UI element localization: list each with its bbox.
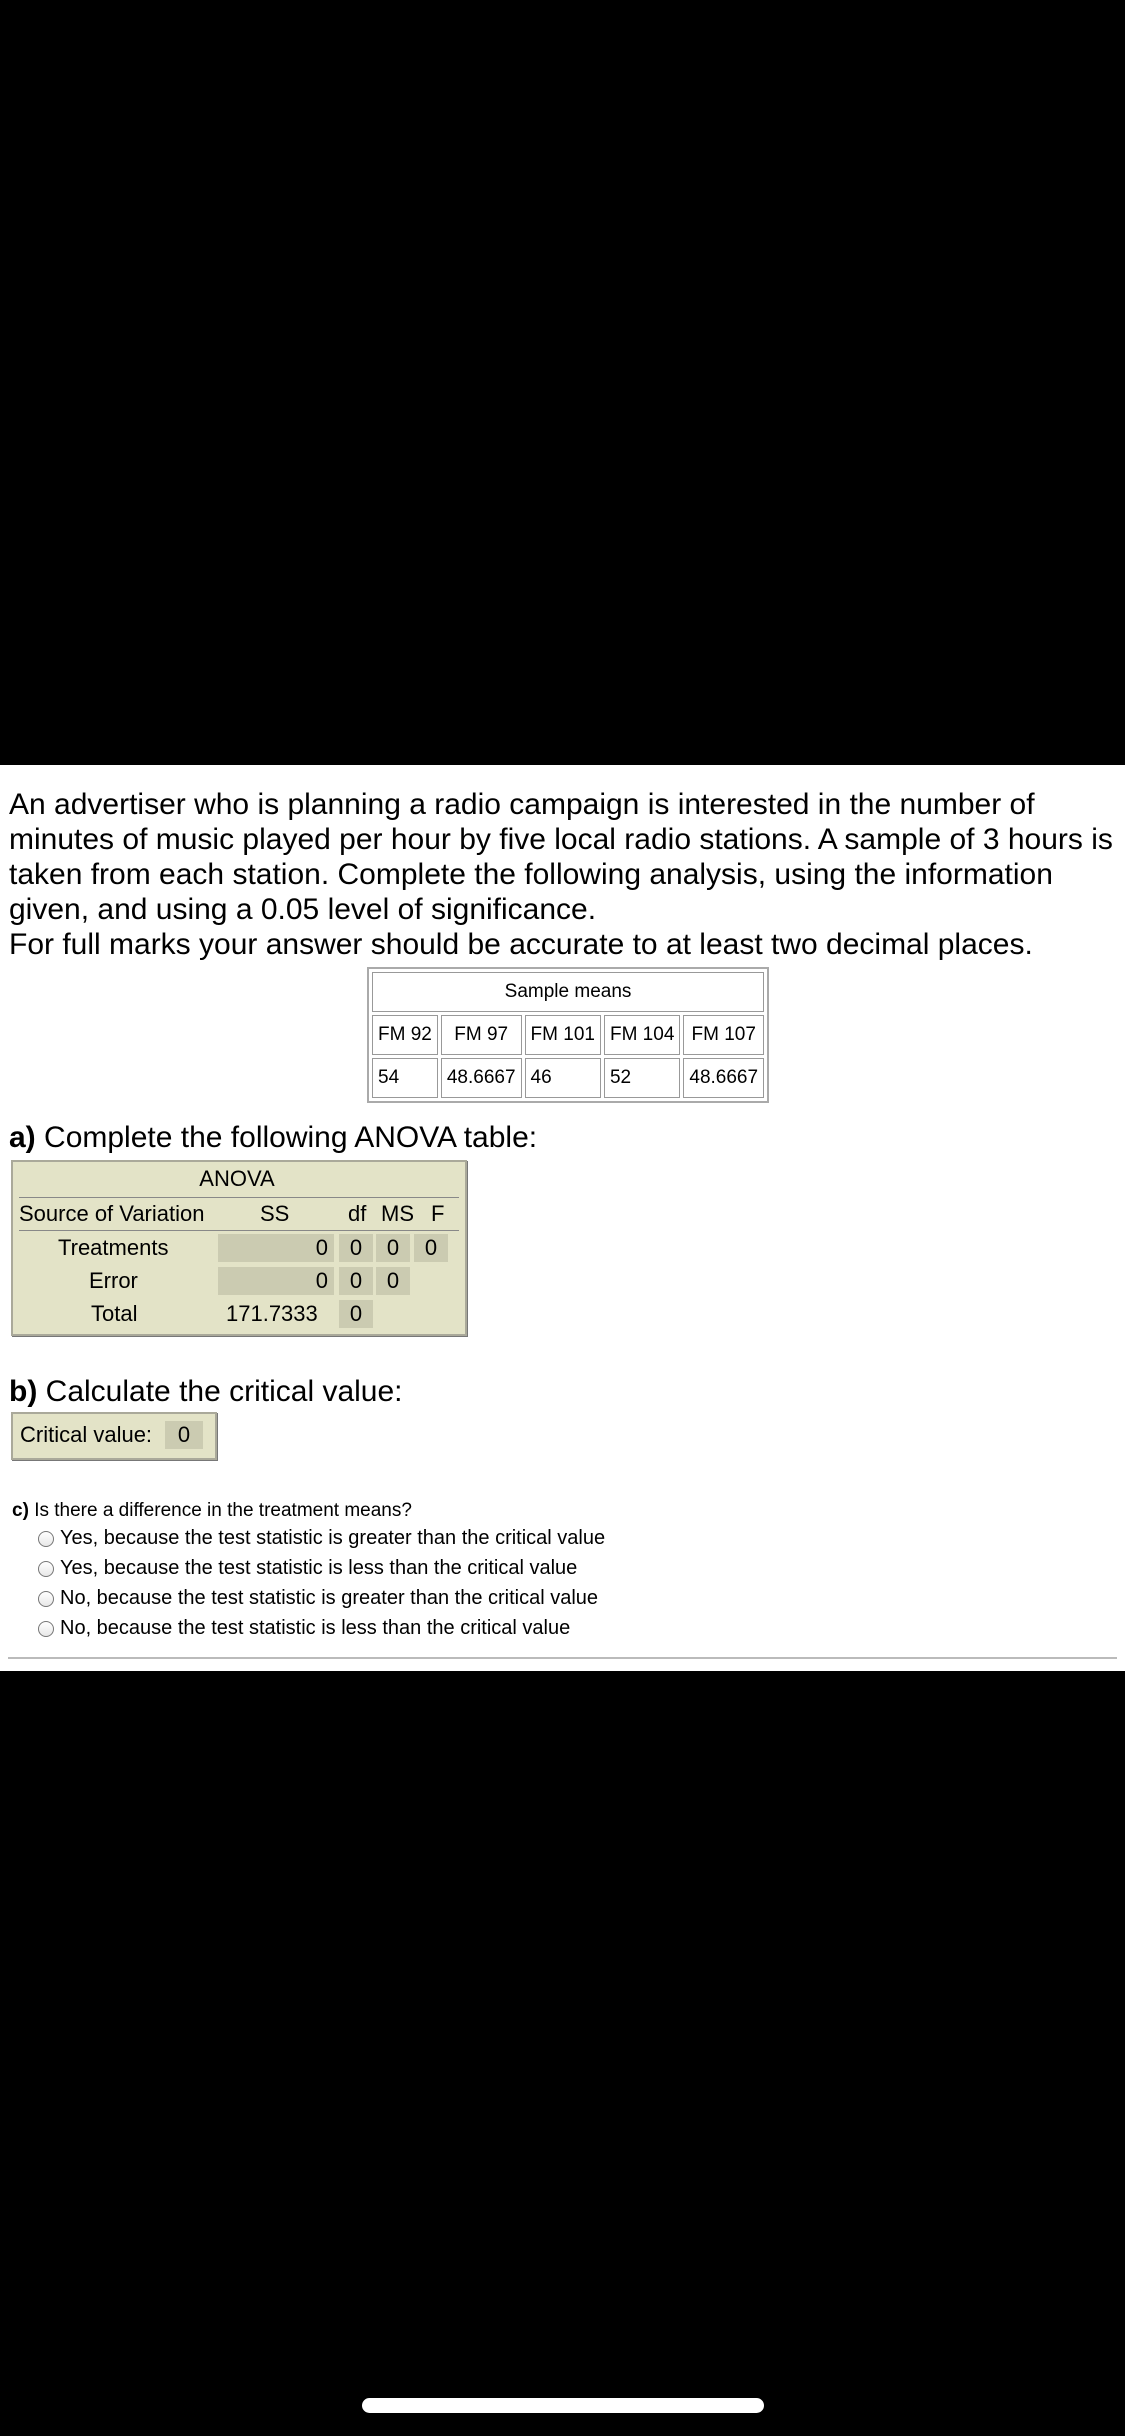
row-label-total: Total <box>91 1301 138 1326</box>
anova-title-rule <box>19 1197 459 1198</box>
means-value: 54 <box>372 1058 438 1098</box>
critical-value-label: Critical value: <box>20 1422 153 1447</box>
means-header: FM 101 <box>525 1015 601 1055</box>
total-df-field[interactable]: 0 <box>339 1300 373 1328</box>
means-value: 46 <box>525 1058 601 1098</box>
part-a-label: a) <box>9 1121 36 1154</box>
means-value-row <box>372 1058 764 1098</box>
radio-button[interactable] <box>38 1561 54 1577</box>
col-df: df <box>348 1201 367 1226</box>
option-label: Yes, because the test statistic is less than the critical value <box>60 1557 578 1579</box>
part-c-text: Is there a difference in the treatment means? <box>34 1500 412 1521</box>
part-b-label: b) <box>9 1375 38 1408</box>
means-header: FM 104 <box>604 1015 680 1055</box>
part-b-text: Calculate the critical value: <box>45 1375 403 1408</box>
means-value: 52 <box>604 1058 680 1098</box>
radio-button[interactable] <box>38 1621 54 1637</box>
means-header: FM 97 <box>441 1015 522 1055</box>
means-header-row <box>372 1015 764 1055</box>
col-ss: SS <box>260 1201 290 1226</box>
treatments-df-field[interactable]: 0 <box>339 1234 373 1262</box>
divider <box>8 1657 1117 1659</box>
option-label: Yes, because the test statistic is greater than the critical value <box>60 1527 606 1549</box>
treatments-f-field[interactable]: 0 <box>414 1234 448 1262</box>
intro-paragraph: An advertiser who is planning a radio campaign is interested in the number of minutes of music played per hour by five local radio stations. A sample of 3 hours is taken from each station. Complete the following analysis, using the information given, and using a 0.05 level of significance. <box>9 788 1113 926</box>
critical-value-field[interactable]: 0 <box>165 1421 203 1449</box>
part-a-text: Complete the following ANOVA table: <box>44 1121 538 1154</box>
anova-title: ANOVA <box>199 1166 275 1191</box>
means-value: 48.6667 <box>683 1058 764 1098</box>
total-ss-value: 171.7333 <box>226 1301 318 1326</box>
radio-button[interactable] <box>38 1591 54 1607</box>
option-no-greater[interactable] <box>38 1587 598 1610</box>
row-label-treatments: Treatments <box>58 1235 169 1260</box>
sample-means-caption: Sample means <box>372 972 764 1012</box>
col-ms: MS <box>381 1201 414 1226</box>
sample-means-table <box>367 967 769 1103</box>
part-b-heading <box>9 1375 403 1409</box>
anova-header-rule <box>19 1230 459 1231</box>
error-df-field[interactable]: 0 <box>339 1267 373 1295</box>
row-label-error: Error <box>89 1268 138 1293</box>
means-value: 48.6667 <box>441 1058 522 1098</box>
option-yes-less[interactable] <box>38 1557 577 1580</box>
question-intro <box>9 787 1119 962</box>
option-label: No, because the test statistic is greater than the critical value <box>60 1587 599 1609</box>
means-header: FM 92 <box>372 1015 438 1055</box>
question-panel <box>0 765 1125 1671</box>
part-c-question <box>12 1500 412 1522</box>
radio-button[interactable] <box>38 1531 54 1547</box>
treatments-ss-field[interactable]: 0 <box>218 1234 334 1262</box>
critical-value-box <box>11 1412 217 1460</box>
treatments-ms-field[interactable]: 0 <box>376 1234 410 1262</box>
option-label: No, because the test statistic is less than the critical value <box>60 1617 571 1639</box>
option-no-less[interactable] <box>38 1617 570 1640</box>
home-indicator[interactable] <box>362 2398 764 2413</box>
col-source: Source of Variation <box>19 1201 205 1226</box>
part-a-heading <box>9 1121 537 1155</box>
error-ms-field[interactable]: 0 <box>376 1267 410 1295</box>
anova-table <box>11 1160 467 1336</box>
col-f: F <box>431 1201 445 1226</box>
option-yes-greater[interactable] <box>38 1527 605 1550</box>
error-ss-field[interactable]: 0 <box>218 1267 334 1295</box>
intro-note: For full marks your answer should be accurate to at least two decimal places. <box>9 928 1033 961</box>
part-c-label: c) <box>12 1500 29 1521</box>
means-header: FM 107 <box>683 1015 764 1055</box>
